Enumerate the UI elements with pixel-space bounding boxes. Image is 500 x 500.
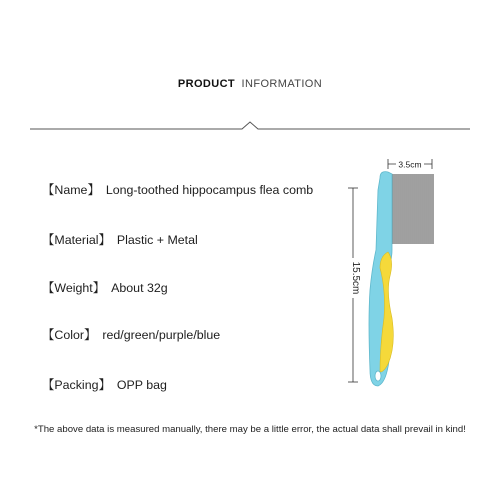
header-title-bold: PRODUCT bbox=[177, 78, 236, 90]
spec-key: 【Material】 bbox=[42, 233, 111, 247]
length-label: 15.5cm bbox=[350, 261, 361, 295]
spec-row-name bbox=[42, 180, 313, 198]
hang-hole bbox=[375, 371, 381, 381]
product-information-header bbox=[0, 78, 500, 90]
header-title-light: INFORMATION bbox=[241, 78, 323, 90]
spec-value: Long-toothed hippocampus flea comb bbox=[105, 183, 314, 197]
spec-row-packing bbox=[42, 375, 167, 393]
spec-key: 【Packing】 bbox=[42, 378, 111, 392]
spec-row-weight bbox=[42, 278, 168, 296]
spec-value: OPP bag bbox=[116, 378, 167, 392]
width-dimension bbox=[388, 158, 432, 170]
length-dimension bbox=[347, 188, 361, 382]
header-divider bbox=[30, 121, 470, 130]
spec-key: 【Name】 bbox=[42, 183, 100, 197]
comb-teeth bbox=[390, 174, 434, 244]
measurement-note: *The above data is measured manually, there may be a little error, the actual data shall prevail in kind! bbox=[34, 424, 466, 435]
spec-row-color bbox=[42, 325, 220, 343]
spec-key: 【Weight】 bbox=[42, 281, 106, 295]
spec-value: red/green/purple/blue bbox=[102, 328, 221, 342]
spec-value: About 32g bbox=[111, 281, 168, 295]
spec-row-material bbox=[42, 230, 198, 248]
spec-value: Plastic + Metal bbox=[116, 233, 198, 247]
width-label: 3.5cm bbox=[398, 159, 422, 170]
flea-comb-image bbox=[330, 150, 450, 400]
spec-key: 【Color】 bbox=[42, 328, 97, 342]
